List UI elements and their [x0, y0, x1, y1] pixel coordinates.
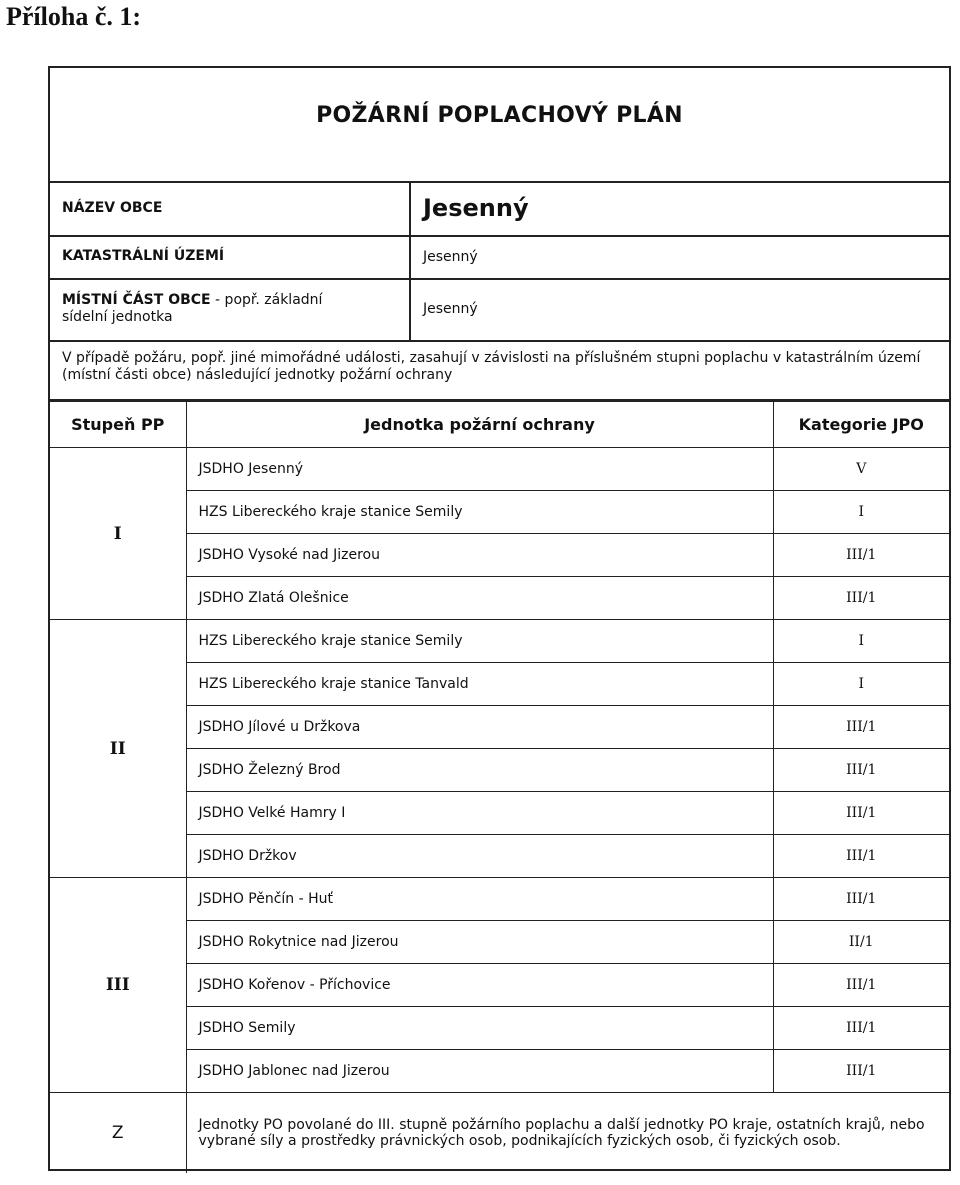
- unit-name-cell: HZS Libereckého kraje stanice Tanvald: [186, 663, 773, 706]
- katastr-label: KATASTRÁLNÍ ÚZEMÍ: [50, 235, 411, 278]
- alarm-grade-cell: III: [50, 878, 186, 1093]
- unit-name-cell: JSDHO Semily: [186, 1007, 773, 1050]
- row-obec: [50, 181, 949, 237]
- unit-name-cell: JSDHO Držkov: [186, 835, 773, 878]
- unit-name-cell: JSDHO Rokytnice nad Jizerou: [186, 921, 773, 964]
- unit-category-cell: III/1: [773, 835, 949, 878]
- fire-alarm-plan-document: [48, 66, 951, 1171]
- unit-category-cell: III/1: [773, 706, 949, 749]
- obec-label: NÁZEV OBCE: [50, 181, 411, 235]
- unit-category-cell: III/1: [773, 534, 949, 577]
- unit-category-cell: III/1: [773, 878, 949, 921]
- unit-category-cell: III/1: [773, 792, 949, 835]
- units-table: [50, 401, 949, 1173]
- unit-name-cell: JSDHO Velké Hamry I: [186, 792, 773, 835]
- table-header-row: [50, 402, 949, 448]
- units-table-body: [50, 448, 949, 1173]
- unit-name-cell: JSDHO Zlatá Olešnice: [186, 577, 773, 620]
- appendix-heading: Příloha č. 1:: [6, 2, 142, 31]
- unit-category-cell: III/1: [773, 964, 949, 1007]
- table-row-z: [50, 1093, 949, 1173]
- unit-name-cell: JSDHO Kořenov - Příchovice: [186, 964, 773, 1007]
- unit-name-cell: JSDHO Železný Brod: [186, 749, 773, 792]
- header-kategorie: Kategorie JPO: [773, 402, 949, 448]
- table-row: [50, 620, 949, 663]
- unit-category-cell: I: [773, 663, 949, 706]
- alarm-grade-cell: II: [50, 620, 186, 878]
- unit-name-cell: JSDHO Pěnčín - Huť: [186, 878, 773, 921]
- unit-name-cell: JSDHO Jílové u Držkova: [186, 706, 773, 749]
- intro-note: V případě požáru, popř. jiné mimořádné události, zasahují v závislosti na příslušném stupni poplachu v katastrálním území (místní části obce) následující jednotky požární ochrany: [50, 340, 949, 401]
- unit-category-cell: III/1: [773, 749, 949, 792]
- katastr-value: Jesenný: [423, 248, 478, 265]
- alarm-grade-cell: I: [50, 448, 186, 620]
- table-row: [50, 448, 949, 491]
- obec-value: Jesenný: [423, 194, 529, 222]
- unit-category-cell: V: [773, 448, 949, 491]
- unit-name-cell: HZS Libereckého kraje stanice Semily: [186, 620, 773, 663]
- mistni-cast-label: MÍSTNÍ ČÁST OBCE - popř. základní sídelní jednotka: [50, 278, 411, 340]
- table-row: [50, 878, 949, 921]
- row-mistni-cast: [50, 278, 949, 342]
- unit-category-cell: II/1: [773, 921, 949, 964]
- unit-category-cell: I: [773, 620, 949, 663]
- unit-name-cell: JSDHO Vysoké nad Jizerou: [186, 534, 773, 577]
- mistni-cast-value: Jesenný: [423, 301, 478, 317]
- z-description: Jednotky PO povolané do III. stupně požárního poplachu a další jednotky PO kraje, ostatních krajů, nebo vybrané síly a prostředky právnických osob, podnikajících fyzických osob, či fyzických osob.: [186, 1093, 949, 1173]
- plan-title-box: [50, 68, 949, 183]
- alarm-grade-z: Z: [50, 1093, 186, 1173]
- unit-category-cell: III/1: [773, 577, 949, 620]
- unit-category-cell: I: [773, 491, 949, 534]
- unit-name-cell: JSDHO Jablonec nad Jizerou: [186, 1050, 773, 1093]
- header-jednotka: Jednotka požární ochrany: [186, 402, 773, 448]
- unit-category-cell: III/1: [773, 1050, 949, 1093]
- header-stupen: Stupeň PP: [50, 402, 186, 448]
- unit-category-cell: III/1: [773, 1007, 949, 1050]
- row-katastr: [50, 235, 949, 280]
- plan-title: POŽÁRNÍ POPLACHOVÝ PLÁN: [316, 103, 683, 128]
- unit-name-cell: HZS Libereckého kraje stanice Semily: [186, 491, 773, 534]
- unit-name-cell: JSDHO Jesenný: [186, 448, 773, 491]
